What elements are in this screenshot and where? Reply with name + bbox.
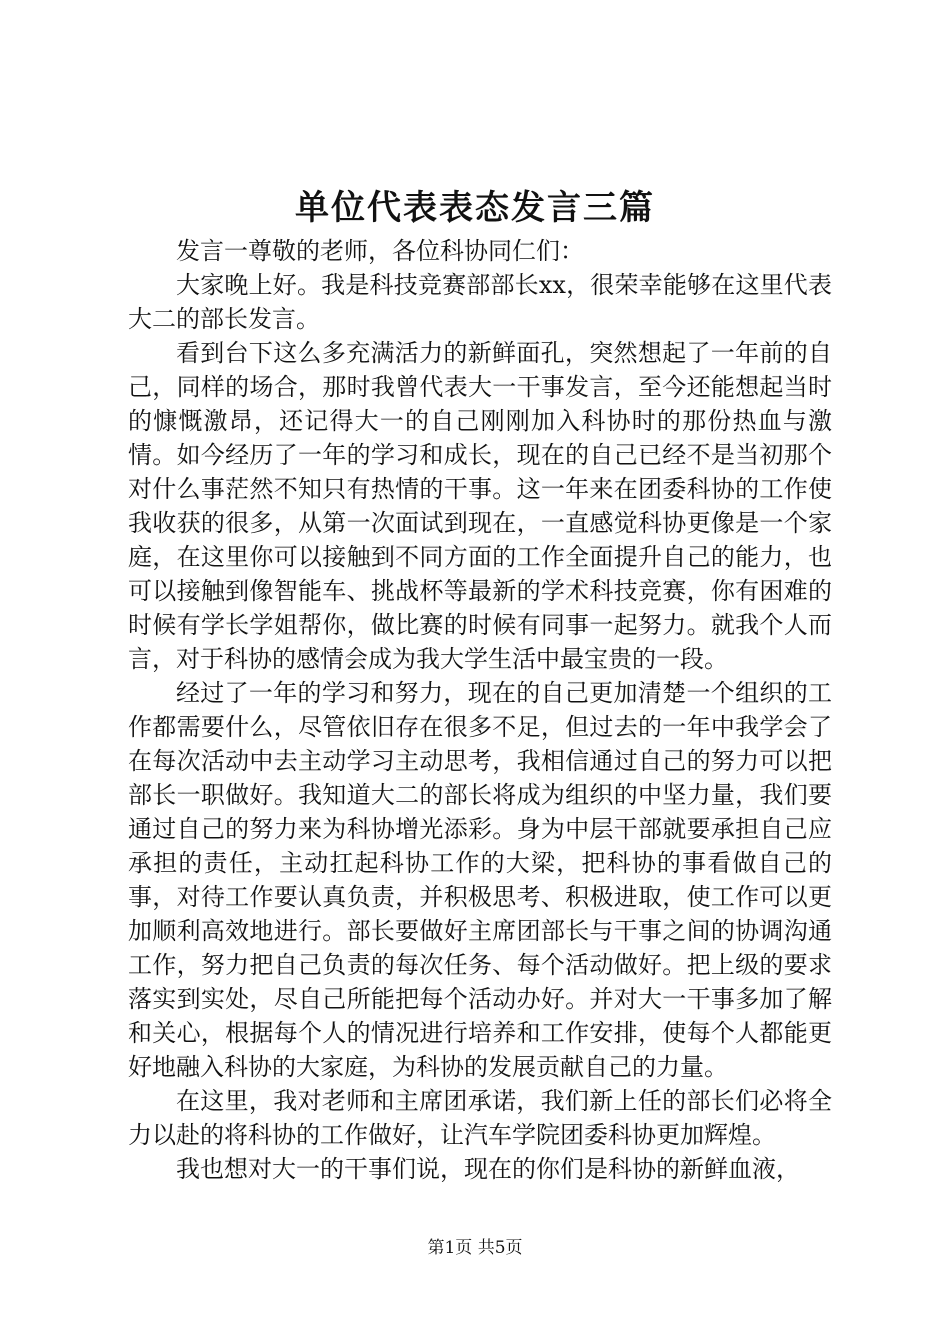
paragraph-promise: 在这里，我对老师和主席团承诺，我们新上任的部长们必将全力以赴的将科协的工作做好，让汽车学院团委科协更加辉煌。 [128, 1087, 832, 1149]
paragraph-message: 我也想对大一的干事们说，现在的你们是科协的新鲜血液， [176, 1155, 800, 1183]
paragraph-reflection: 看到台下这么多充满活力的新鲜面孔，突然想起了一年前的自己，同样的场合，那时我曾代表大一干事发言，至今还能想起当时的慷慨激昂，还记得大一的自己刚刚加入科协时的那份热血与激情。如今经历了一年的学习和成长，现在的自己已经不是当初那个对什么事茫然不知只有热情的干事。这一年来在团委科协的工作使我收获的很多，从第一次面试到现在，一直感觉科协更像是一个家庭，在这里你可以接触到不同方面的工作全面提升自己的能力，也可以接触到像智能车、挑战杯等最新的学术科技竞赛，你有困难的时候有学长学姐帮你，做比赛的时候有同事一起努力。就我个人而言，对于科协的感情会成为我大学生活中最宝贵的一段。 [128, 339, 832, 673]
document-title: 单位代表表态发言三篇 [295, 188, 655, 228]
paragraph-greeting: 发言一尊敬的老师，各位科协同仁们： [176, 237, 584, 265]
document-body [128, 234, 832, 1186]
paragraph-commitment: 经过了一年的学习和努力，现在的自己更加清楚一个组织的工作都需要什么，尽管依旧存在很多不足，但过去的一年中我学会了在每次活动中去主动学习主动思考，我相信通过自己的努力可以把部长一职做好。我知道大二的部长将成为组织的中坚力量，我们要通过自己的努力来为科协增光添彩。身为中层干部就要承担自己应承担的责任，主动扛起科协工作的大梁，把科协的事看做自己的事，对待工作要认真负责，并积极思考、积极进取，使工作可以更加顺利高效地进行。部长要做好主席团部长与干事之间的协调沟通工作，努力把自己负责的每次任务、每个活动做好。把上级的要求落实到实处，尽自己所能把每个活动办好。并对大一干事多加了解和关心，根据每个人的情况进行培养和工作安排，使每个人都能更好地融入科协的大家庭，为科协的发展贡献自己的力量。 [128, 679, 832, 1081]
paragraph-intro: 大家晚上好。我是科技竞赛部部长xx，很荣幸能够在这里代表大二的部长发言。 [128, 271, 832, 333]
page-footer: 第1页 共5页 [427, 1238, 523, 1258]
